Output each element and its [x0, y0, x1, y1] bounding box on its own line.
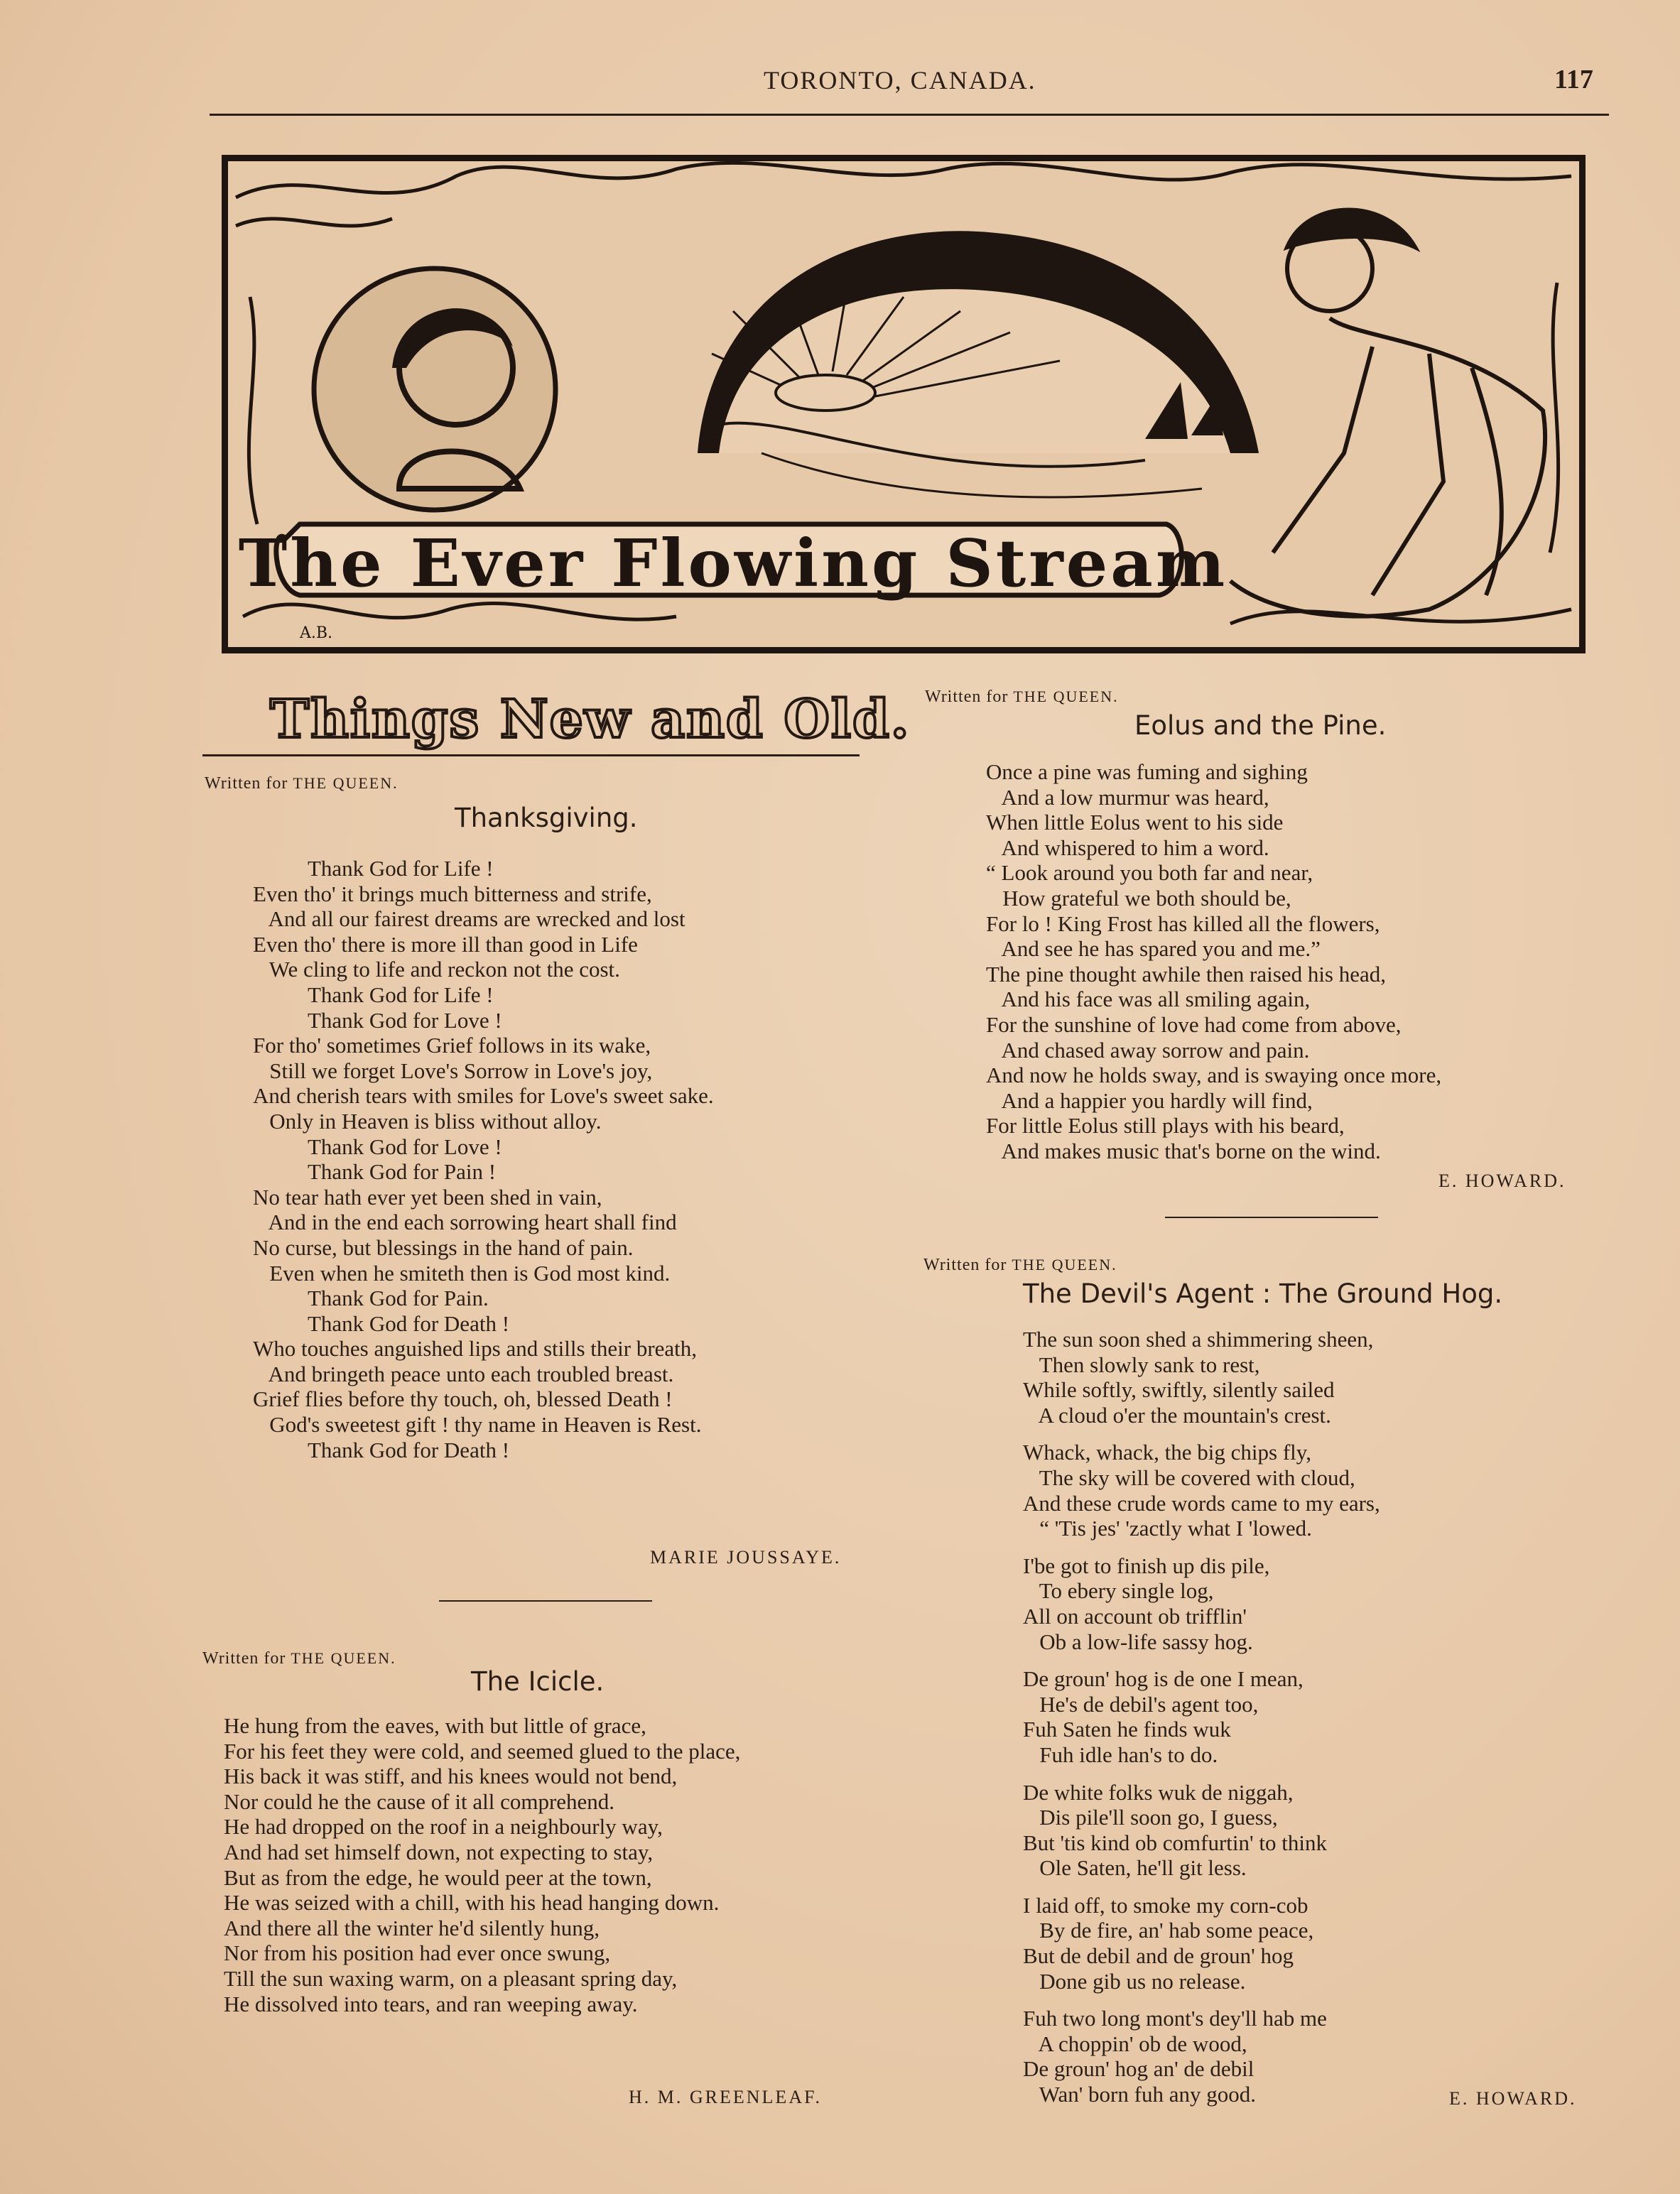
poem-line: And a low murmur was heard,: [986, 784, 1269, 810]
header-rule: [210, 114, 1609, 116]
byline-prefix: Written for: [202, 1649, 291, 1668]
poem-line: A choppin' ob de wood,: [1023, 2031, 1247, 2056]
poem-line: He had dropped on the roof in a neighbourly way,: [224, 1814, 663, 1840]
poem-line: Even when he smiteth then is God most kind.: [253, 1260, 671, 1286]
byline-publication: THE QUEEN.: [291, 1649, 396, 1667]
section-rule: [202, 754, 860, 756]
poem-line: We cling to life and reckon not the cost.: [253, 957, 620, 982]
section-heading: Things New and Old.: [270, 689, 911, 750]
poem-line: Thank God for Love !: [253, 1134, 502, 1159]
poem-line: To ebery single log,: [1023, 1578, 1214, 1604]
byline-thanksgiving: [205, 774, 399, 793]
poem-line: And had set himself down, not expecting to stay,: [224, 1839, 654, 1864]
poem-line: How grateful we both should be,: [986, 885, 1291, 911]
poem-line: And there all the winter he'd silently hung,: [224, 1915, 600, 1940]
poem-line: I laid off, to smoke my corn-cob: [1023, 1892, 1308, 1918]
medallion-portrait: [314, 268, 556, 510]
poem-line: And see he has spared you and me.”: [986, 936, 1321, 962]
divider-rule: [439, 1600, 652, 1602]
poem-line: For his feet they were cold, and seemed glued to the place,: [224, 1738, 741, 1764]
poem-line: Once a pine was fuming and sighing: [986, 759, 1308, 784]
banner-signature: A.B.: [300, 624, 333, 642]
byline-prefix: Written for: [925, 688, 1014, 706]
poem-line: Ole Saten, he'll git less.: [1023, 1855, 1247, 1881]
poem-line: Even tho' there is more ill than good in Life: [253, 931, 638, 957]
poem-line: Done gib us no release.: [1023, 1968, 1246, 1994]
poem-line: Nor from his position had ever once swung,: [224, 1940, 611, 1966]
poem-line: And his face was all smiling again,: [986, 987, 1311, 1012]
byline-eolus: [925, 688, 1119, 707]
poem-line: Dis pile'll soon go, I guess,: [1023, 1805, 1278, 1830]
poem-line: And in the end each sorrowing heart shall find: [253, 1210, 677, 1235]
banner-title: The Ever Flowing Stream: [238, 525, 1228, 602]
poem-line: He hung from the eaves, with but little of grace,: [224, 1713, 646, 1738]
byline-publication: THE QUEEN.: [1013, 688, 1119, 705]
poem-line: Thank God for Pain !: [253, 1159, 497, 1185]
poem-line: While softly, swiftly, silently sailed: [1023, 1377, 1335, 1403]
poem-line: No tear hath ever yet been shed in vain,: [253, 1184, 602, 1210]
poem-line: God's sweetest gift ! thy name in Heaven is Rest.: [253, 1412, 702, 1438]
poem-line: “ Look around you both far and near,: [986, 860, 1313, 886]
poem-line: Fuh two long mont's dey'll hab me: [1023, 2006, 1327, 2031]
poem-line: By de fire, an' hab some peace,: [1023, 1918, 1314, 1943]
poem-line: He's de debil's agent too,: [1023, 1691, 1259, 1717]
poem-line: And now he holds sway, and is swaying once more,: [986, 1063, 1442, 1088]
poem-line: And makes music that's borne on the wind.: [986, 1138, 1381, 1163]
poem-title-thanksgiving: Thanksgiving.: [455, 803, 638, 833]
poem-line: Nor could he the cause of it all comprehend.: [224, 1788, 615, 1814]
poem-line: Still we forget Love's Sorrow in Love's joy,: [253, 1058, 653, 1083]
running-head: TORONTO, CANADA.: [764, 66, 1036, 94]
banner-illustration: [222, 155, 1586, 653]
poem-body-thanksgiving: [253, 856, 714, 1462]
poem-line: The sun soon shed a shimmering sheen,: [1023, 1327, 1374, 1352]
poem-line: Only in Heaven is bliss without alloy.: [253, 1108, 602, 1134]
poem-title-devils-agent: The Devil's Agent : The Ground Hog.: [1023, 1278, 1503, 1309]
author-icicle: H. M. GREENLEAF.: [629, 2087, 822, 2107]
poem-line: I'be got to finish up dis pile,: [1023, 1553, 1270, 1578]
poem-line: For the sunshine of love had come from above,: [986, 1011, 1402, 1037]
poem-line: And cherish tears with smiles for Love's sweet sake.: [253, 1083, 714, 1109]
poem-line: His back it was stiff, and his knees would not bend,: [224, 1764, 678, 1789]
poem-line: De groun' hog an' de debil: [1023, 2056, 1254, 2082]
poem-line: All on account ob trifflin': [1023, 1603, 1247, 1629]
poem-line: The sky will be covered with cloud,: [1023, 1465, 1355, 1490]
poem-title-icicle: The Icicle.: [471, 1666, 605, 1697]
poem-line: Who touches anguished lips and stills their breath,: [253, 1336, 698, 1362]
poem-line: Even tho' it brings much bitterness and strife,: [253, 881, 652, 906]
divider-rule: [1165, 1217, 1378, 1218]
poem-line: And bringeth peace unto each troubled breast.: [253, 1361, 674, 1386]
author-devils-agent: E. HOWARD.: [1449, 2088, 1577, 2109]
poem-line: For little Eolus still plays with his beard,: [986, 1113, 1345, 1139]
poem-line: But 'tis kind ob comfurtin' to think: [1023, 1830, 1327, 1855]
byline-publication: THE QUEEN.: [293, 774, 399, 792]
poem-line: And whispered to him a word.: [986, 835, 1269, 860]
byline-publication: THE QUEEN.: [1012, 1256, 1117, 1274]
poem-line: Till the sun waxing warm, on a pleasant spring day,: [224, 1965, 678, 1991]
poem-line: But de debil and de groun' hog: [1023, 1943, 1294, 1969]
poem-line: Then slowly sank to rest,: [1023, 1352, 1260, 1377]
poem-line: For tho' sometimes Grief follows in its wake,: [253, 1033, 651, 1058]
poem-line: The pine thought awhile then raised his head,: [986, 961, 1387, 987]
poem-line: But as from the edge, he would peer at the town,: [224, 1864, 652, 1890]
poem-line: Thank God for Death !: [253, 1437, 510, 1462]
byline-icicle: [202, 1649, 396, 1668]
poem-line: For lo ! King Frost has killed all the flowers,: [986, 911, 1380, 936]
poem-line: Thank God for Love !: [253, 1007, 502, 1033]
poem-line: When little Eolus went to his side: [986, 810, 1284, 835]
poem-body-devils-agent: [1023, 1327, 1380, 2107]
poem-line: Thank God for Pain.: [253, 1286, 489, 1311]
poem-line: And chased away sorrow and pain.: [986, 1037, 1310, 1063]
poem-line: Grief flies before thy touch, oh, blessed Death !: [253, 1386, 673, 1412]
poem-line: De groun' hog is de one I mean,: [1023, 1666, 1304, 1692]
poem-line: Whack, whack, the big chips fly,: [1023, 1440, 1312, 1465]
poem-body-eolus: [986, 759, 1441, 1164]
poem-line: Fuh idle han's to do.: [1023, 1742, 1218, 1767]
poem-line: He dissolved into tears, and ran weeping away.: [224, 1991, 638, 2016]
poem-title-eolus: Eolus and the Pine.: [1134, 710, 1387, 741]
poem-line: And a happier you hardly will find,: [986, 1087, 1313, 1113]
poem-line: De white folks wuk de niggah,: [1023, 1779, 1294, 1805]
author-eolus: E. HOWARD.: [1438, 1171, 1566, 1191]
poem-line: A cloud o'er the mountain's crest.: [1023, 1402, 1331, 1428]
poem-line: He was seized with a chill, with his head hanging down.: [224, 1890, 720, 1916]
byline-prefix: Written for: [205, 774, 293, 793]
byline-prefix: Written for: [923, 1256, 1012, 1274]
poem-line: Thank God for Life !: [253, 856, 494, 881]
poem-line: Wan' born fuh any good.: [1023, 2082, 1256, 2107]
poem-line: Thank God for Life !: [253, 982, 494, 1007]
poem-body-icicle: [224, 1713, 740, 2016]
page-number: 117: [1554, 65, 1593, 94]
poem-line: Thank God for Death !: [253, 1310, 510, 1336]
poem-line: And all our fairest dreams are wrecked and lost: [253, 906, 685, 932]
poem-line: Fuh Saten he finds wuk: [1023, 1717, 1231, 1742]
poem-line: No curse, but blessings in the hand of pain.: [253, 1234, 634, 1260]
byline-devils-agent: [923, 1256, 1117, 1275]
poem-line: “ 'Tis jes' 'zactly what I 'lowed.: [1023, 1516, 1312, 1541]
poem-line: And these crude words came to my ears,: [1023, 1490, 1380, 1516]
poem-line: Ob a low-life sassy hog.: [1023, 1629, 1253, 1654]
author-thanksgiving: MARIE JOUSSAYE.: [650, 1547, 842, 1568]
